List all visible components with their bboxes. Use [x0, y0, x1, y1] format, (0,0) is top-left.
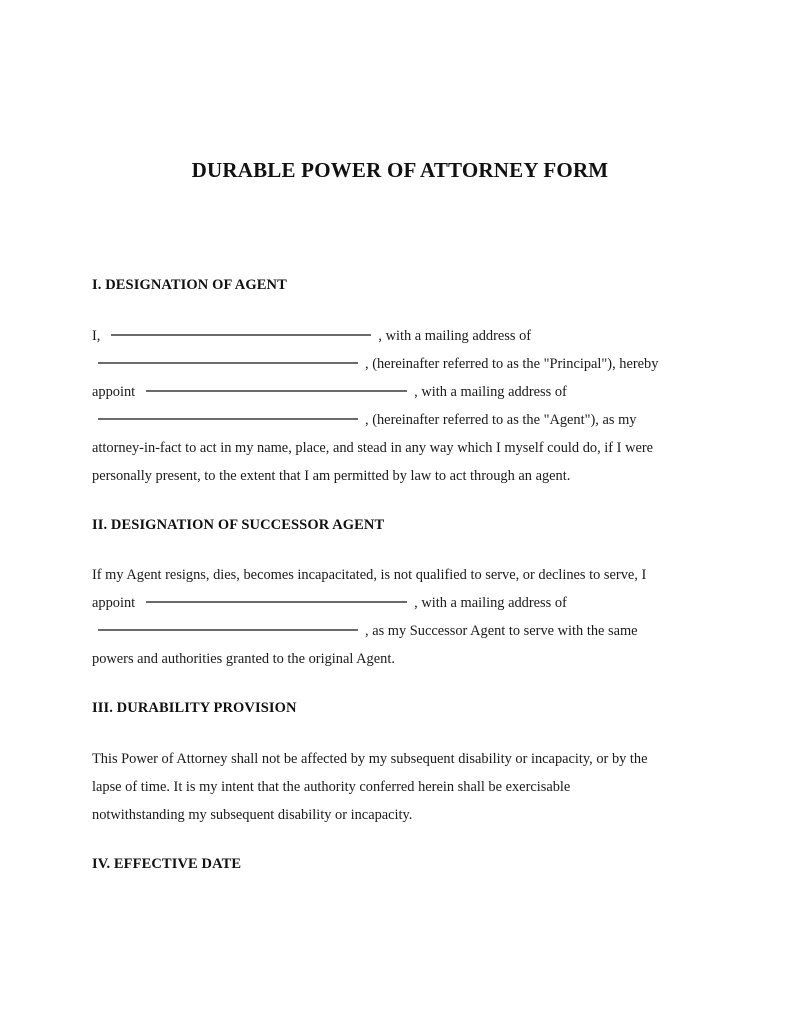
paragraph-line: If my Agent resigns, dies, becomes incapacitated, is not qualified to serve, or declines to serve, I: [92, 567, 647, 583]
line-text-before: appoint: [92, 595, 136, 611]
section-designation-of-successor-agent: [92, 518, 717, 674]
section-designation-of-agent: [92, 278, 717, 490]
fill-in-blank[interactable]: [98, 629, 358, 631]
section-body-iii: [92, 745, 717, 829]
fill-in-blank[interactable]: [111, 334, 371, 336]
section-heading-i: I. DESIGNATION OF AGENT: [92, 277, 287, 293]
spacer: [92, 293, 717, 322]
paragraph-line: personally present, to the extent that I am permitted by law to act through an agent.: [92, 467, 571, 484]
line-text-before: appoint: [92, 383, 136, 400]
paragraph-line: powers and authorities granted to the original Agent.: [92, 651, 395, 667]
spacer: [92, 716, 717, 745]
spacer: [92, 829, 717, 857]
line-text-before: I,: [92, 327, 101, 344]
form-line: [92, 589, 717, 617]
spacer: [92, 490, 717, 518]
paragraph-line: This Power of Attorney shall not be affected by my subsequent disability or incapacity, or by the: [92, 750, 648, 767]
spacer: [92, 673, 717, 701]
section-effective-date: [92, 857, 717, 872]
section-durability-provision: [92, 701, 717, 829]
paragraph-line: attorney-in-fact to act in my name, place, and stead in any way which I myself could do, if I were: [92, 439, 654, 456]
line-text-after: , with a mailing address of: [414, 383, 567, 400]
section-body-ii: [92, 561, 717, 673]
paragraph-line: lapse of time. It is my intent that the authority conferred herein shall be exercisable: [92, 778, 571, 795]
line-text-after: , (hereinafter referred to as the "Agent"), as my: [365, 411, 637, 428]
line-text-after: , with a mailing address of: [414, 595, 567, 611]
form-line: [92, 322, 717, 350]
fill-in-blank[interactable]: [146, 390, 407, 392]
page-title: DURABLE POWER OF ATTORNEY FORM: [191, 158, 609, 182]
section-heading-ii: II. DESIGNATION OF SUCCESSOR AGENT: [92, 516, 385, 533]
spacer: [92, 532, 717, 561]
section-body-i: [92, 322, 717, 490]
line-text-after: , with a mailing address of: [378, 327, 532, 344]
line-text-after: , as my Successor Agent to serve with the same: [365, 623, 638, 639]
paragraph-line: notwithstanding my subsequent disability or incapacity.: [92, 806, 413, 823]
section-heading-iii: III. DURABILITY PROVISION: [92, 700, 297, 716]
form-line: [92, 406, 717, 434]
form-line: [92, 378, 717, 406]
section-heading-iv: IV. EFFECTIVE DATE: [92, 855, 242, 872]
form-line: [92, 350, 717, 378]
line-text-after: , (hereinafter referred to as the "Principal"), hereby: [365, 355, 659, 372]
fill-in-blank[interactable]: [98, 362, 358, 364]
form-line: [92, 617, 717, 645]
fill-in-blank[interactable]: [146, 601, 407, 603]
fill-in-blank[interactable]: [98, 418, 358, 420]
document-body: [92, 278, 717, 871]
